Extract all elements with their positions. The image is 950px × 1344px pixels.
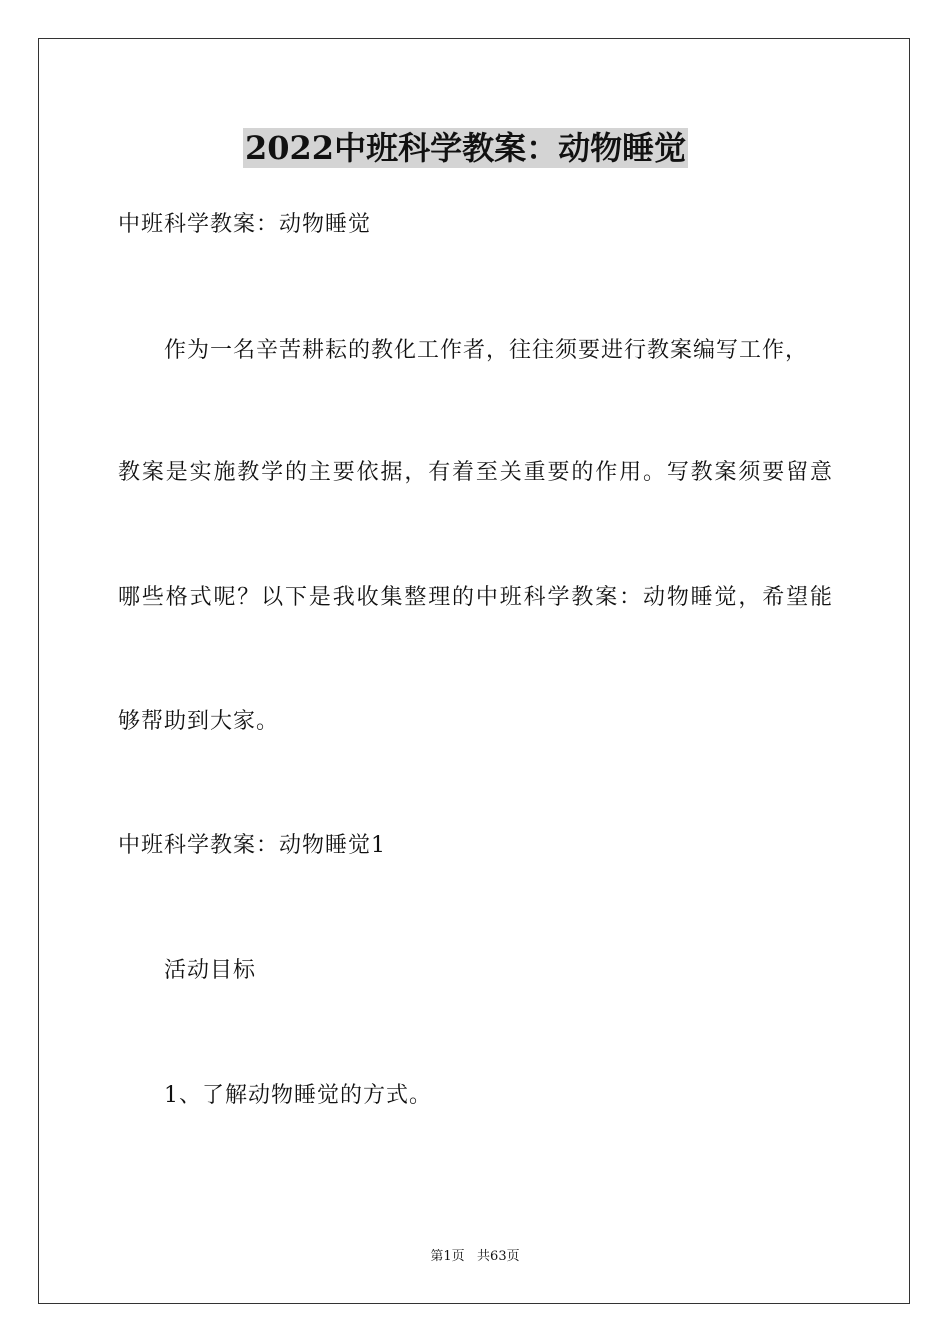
paragraph-line-2: 教案是实施教学的主要依据，有着至关重要的作用。写教案须要留意	[118, 460, 832, 485]
paragraph-line-1: 作为一名辛苦耕耘的教化工作者，往往须要进行教案编写工作，	[164, 338, 809, 363]
subtitle-line: 中班科学教案：动物睡觉	[118, 212, 372, 237]
goal-item-1: 1、了解动物睡觉的方式。	[164, 1083, 432, 1108]
page-footer: 第1页 共63页	[430, 1249, 520, 1264]
section-heading: 中班科学教案：动物睡觉1	[118, 833, 386, 858]
document-title: 2022中班科学教案：动物睡觉	[245, 129, 687, 167]
paragraph-line-3: 哪些格式呢？以下是我收集整理的中班科学教案：动物睡觉，希望能	[118, 585, 832, 610]
activity-goals-heading: 活动目标	[164, 958, 257, 983]
paragraph-line-4: 够帮助到大家。	[118, 709, 280, 734]
